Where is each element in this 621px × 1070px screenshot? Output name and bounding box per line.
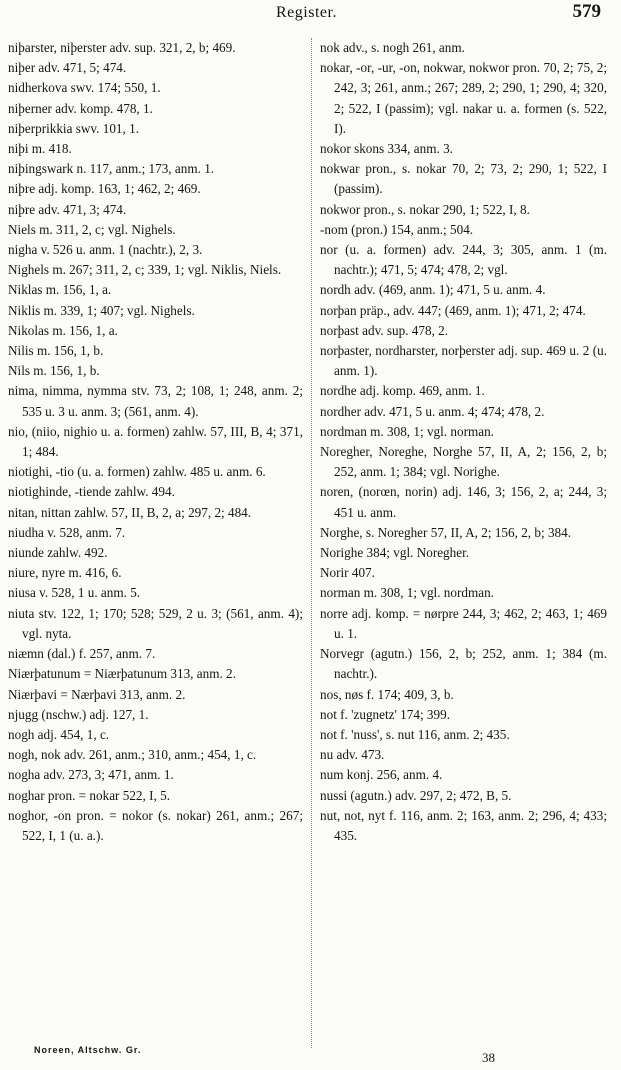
index-entry: niþerprikkia swv. 101, 1. — [8, 120, 139, 136]
index-entry: norþan präp., adv. 447; (469, anm. 1); 471, 2; 474. — [320, 302, 586, 318]
page-title: Register. — [276, 4, 337, 21]
index-entry: Niærþavi = Nærþavi 313, anm. 2. — [8, 686, 186, 702]
index-entry: niþingswark n. 117, anm.; 173, anm. 1. — [8, 161, 215, 177]
index-entry: Nils m. 156, 1, b. — [8, 363, 100, 379]
page-header — [0, 0, 621, 30]
index-entry: niotighi, -tio (u. a. formen) zahlw. 485 u. anm. 6. — [8, 464, 266, 480]
right-column — [320, 38, 607, 846]
index-entry: niotighinde, -tiende zahlw. 494. — [8, 484, 175, 500]
index-entry: nokar, -or, -ur, -on, nokwar, nokwor pron. 70, 2; 75, 2; 242, 3; 261, anm.; 267; 289, 2; 290, 1; 290, 4; 320, 2; 522, I (passim); vgl. nakar u. a. formen (s. 522, I). — [320, 60, 607, 136]
index-entry: Noregher, Noreghe, Norghe 57, II, A, 2; 156, 2, b; 252, anm. 1; 384; vgl. Norighe. — [320, 444, 607, 480]
index-entry: niure, nyre m. 416, 6. — [8, 565, 122, 581]
index-entry: nidherkova swv. 174; 550, 1. — [8, 80, 161, 96]
index-entry: niþi m. 418. — [8, 141, 72, 157]
index-entry: not f. 'nuss', s. nut 116, anm. 2; 435. — [320, 726, 510, 742]
column-divider — [311, 38, 312, 1048]
index-entry: niunde zahlw. 492. — [8, 545, 108, 561]
index-entry: niþre adj. komp. 163, 1; 462, 2; 469. — [8, 181, 201, 197]
index-entry: norman m. 308, 1; vgl. nordman. — [320, 585, 494, 601]
index-entry: nokwor pron., s. nokar 290, 1; 522, I, 8. — [320, 201, 530, 217]
index-entry: num konj. 256, anm. 4. — [320, 767, 443, 783]
index-entry: norþaster, nordharster, norþerster adj. sup. 469 u. 2 (u. anm. 1). — [320, 343, 607, 379]
index-entry: Norighe 384; vgl. Noregher. — [320, 545, 470, 561]
index-entry: nogh adj. 454, 1, c. — [8, 726, 110, 742]
left-column — [8, 38, 303, 846]
footer-signature: Noreen, Altschw. Gr. — [34, 1045, 142, 1055]
index-entry: niþer adv. 471, 5; 474. — [8, 60, 127, 76]
index-entry: nitan, nittan zahlw. 57, II, B, 2, a; 297, 2; 484. — [8, 504, 252, 520]
index-entry: niþre adv. 471, 3; 474. — [8, 201, 127, 217]
index-entry: nordher adv. 471, 5 u. anm. 4; 474; 478, 2. — [320, 403, 545, 419]
index-entry: niþerner adv. komp. 478, 1. — [8, 100, 153, 116]
index-entry: njugg (nschw.) adj. 127, 1. — [8, 706, 149, 722]
index-entry: Nilis m. 156, 1, b. — [8, 343, 104, 359]
index-entry: noghar pron. = nokar 522, I, 5. — [8, 787, 170, 803]
index-entry: nio, (niio, nighio u. a. formen) zahlw. 57, III, B, 4; 371, 1; 484. — [8, 423, 303, 460]
index-entry: niþarster, niþerster adv. sup. 321, 2, b; 469. — [8, 40, 236, 55]
index-entry: -nom (pron.) 154, anm.; 504. — [320, 221, 474, 237]
index-entry: nos, nøs f. 174; 409, 3, b. — [320, 686, 454, 702]
index-entry: nut, not, nyt f. 116, anm. 2; 163, anm. 2; 296, 4; 433; 435. — [320, 807, 607, 843]
index-entry: nussi (agutn.) adv. 297, 2; 472, B, 5. — [320, 787, 512, 803]
index-entry: niudha v. 528, anm. 7. — [8, 524, 126, 540]
index-entry: Norvegr (agutn.) 156, 2, b; 252, anm. 1; 384 (m. nachtr.). — [320, 646, 607, 682]
index-entry: nu adv. 473. — [320, 747, 385, 763]
index-entry: nok adv., s. nogh 261, anm. — [320, 40, 465, 55]
index-entry: not f. 'zugnetz' 174; 399. — [320, 706, 451, 722]
index-entry: nokor skons 334, anm. 3. — [320, 141, 453, 157]
index-entry: nor (u. a. formen) adv. 244, 3; 305, anm. 1 (m. nachtr.); 471, 5; 474; 478, 2; vgl. — [320, 242, 607, 278]
index-entry: nordhe adj. komp. 469, anm. 1. — [320, 383, 485, 399]
index-entry: niusa v. 528, 1 u. anm. 5. — [8, 585, 141, 601]
index-entry: Nighels m. 267; 311, 2, c; 339, 1; vgl. Niklis, Niels. — [8, 262, 282, 278]
sheet-number: 38 — [482, 1050, 495, 1065]
index-entry: Nikolas m. 156, 1, a. — [8, 322, 118, 338]
index-entry: Niærþatunum = Niærþatunum 313, anm. 2. — [8, 666, 236, 682]
index-entry: niuta stv. 122, 1; 170; 528; 529, 2 u. 3; (561, anm. 4); vgl. nyta. — [8, 605, 303, 641]
index-entry: Niels m. 311, 2, c; vgl. Nighels. — [8, 221, 176, 237]
index-entry: nordman m. 308, 1; vgl. norman. — [320, 423, 494, 439]
index-entry: Norir 407. — [320, 565, 375, 581]
index-entry: nima, nimma, nymma stv. 73, 2; 108, 1; 248, anm. 2; 535 u. 3 u. anm. 3; (561, anm. 4). — [8, 383, 303, 419]
index-entry: noghor, -on pron. = nokor (s. nokar) 261, anm.; 267; 522, I, 1 (u. a.). — [8, 807, 303, 843]
index-entry: norþast adv. sup. 478, 2. — [320, 322, 449, 338]
index-entry: nokwar pron., s. nokar 70, 2; 73, 2; 290, 1; 522, I (passim). — [320, 161, 607, 197]
index-entry: noren, (norœn, norin) adj. 146, 3; 156, 2, a; 244, 3; 451 u. anm. — [320, 484, 607, 520]
index-entry: nogh, nok adv. 261, anm.; 310, anm.; 454, 1, c. — [8, 747, 257, 763]
index-entry: Norghe, s. Noregher 57, II, A, 2; 156, 2, b; 384. — [320, 524, 572, 540]
index-entry: norre adj. komp. = nørpre 244, 3; 462, 2; 463, 1; 469 u. 1. — [320, 605, 607, 641]
index-entry: nigha v. 526 u. anm. 1 (nachtr.), 2, 3. — [8, 242, 203, 258]
index-entry: niæmn (dal.) f. 257, anm. 7. — [8, 646, 156, 662]
index-entry: Niklas m. 156, 1, a. — [8, 282, 112, 298]
index-entry: Niklis m. 339, 1; 407; vgl. Nighels. — [8, 302, 195, 318]
index-entry: nordh adv. (469, anm. 1); 471, 5 u. anm. 4. — [320, 282, 546, 298]
index-entry: nogha adv. 273, 3; 471, anm. 1. — [8, 767, 174, 783]
page-number: 579 — [572, 1, 601, 22]
